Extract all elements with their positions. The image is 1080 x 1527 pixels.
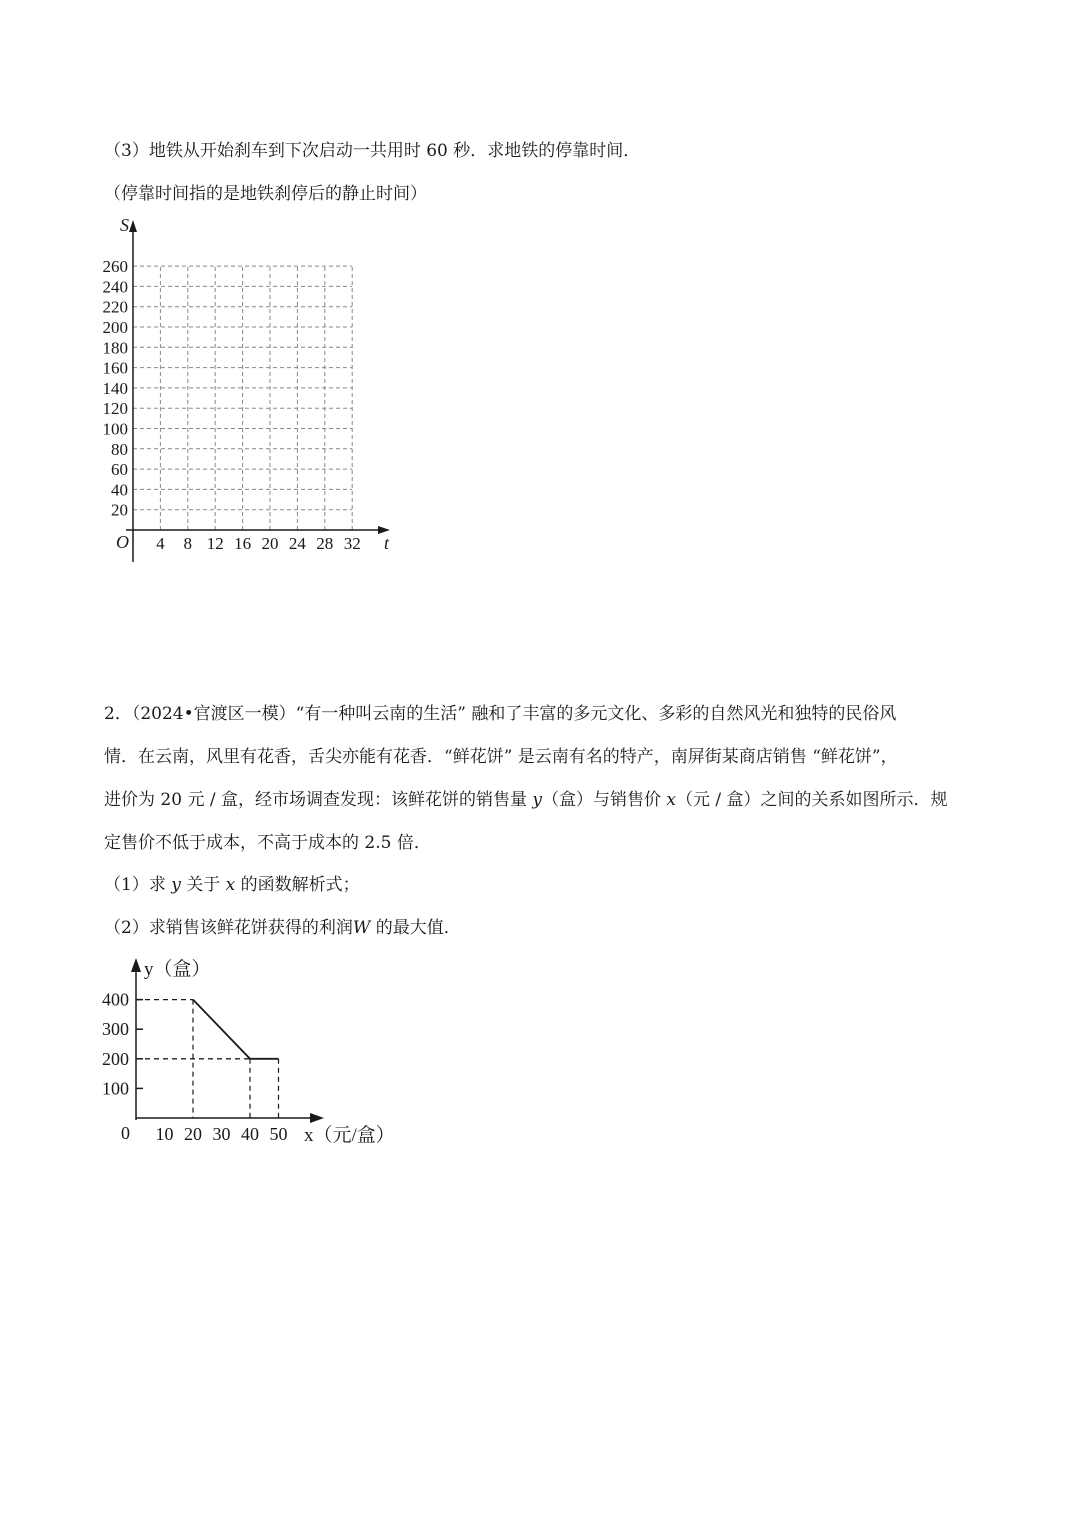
y-tick-label: 220	[102, 297, 128, 317]
y-tick-label: 140	[102, 378, 128, 398]
origin-label: 0	[121, 1123, 130, 1143]
y-tick-label: 200	[102, 1048, 129, 1069]
sales-price-chart	[95, 950, 415, 1160]
x-tick-label: 20	[184, 1124, 202, 1144]
question-part-3: （3）地铁从开始刹车到下次启动一共用时 60 秒．求地铁的停靠时间．	[104, 141, 641, 161]
x-tick-label: 16	[234, 534, 252, 553]
x-tick-label: 4	[156, 534, 165, 553]
y-axis-arrow	[131, 958, 141, 972]
y-tick-label: 400	[102, 989, 129, 1010]
y-tick-label: 300	[102, 1019, 129, 1040]
question-note: （停靠时间指的是地铁刹停后的静止时间）	[104, 184, 427, 204]
y-tick-label: 240	[102, 277, 128, 297]
x-tick-label: 28	[316, 534, 334, 553]
x-axis-label: t	[384, 533, 390, 553]
y-tick-label: 160	[102, 358, 128, 378]
x-tick-label: 40	[241, 1124, 259, 1144]
x-axis-label: x（元/盒）	[304, 1125, 395, 1146]
x-tick-labels	[156, 534, 361, 553]
y-tick-marks	[102, 990, 143, 1099]
s-t-grid-graph	[95, 205, 405, 565]
y-tick-label: 260	[102, 257, 128, 277]
y-axis-label: S	[120, 215, 129, 235]
x-tick-label: 30	[212, 1124, 231, 1144]
question-2-part-2: （2）求销售该鲜花饼获得的利润W 的最大值．	[104, 918, 461, 938]
question-2-line-1: 2．（2024•官渡区一模）“有一种叫云南的生活” 融和了丰富的多元文化、多彩的自然风光和独特的民俗风	[104, 704, 897, 724]
y-tick-labels	[103, 257, 129, 520]
question-2-part-1: （1）求 y 关于 x 的函数解析式；	[104, 875, 360, 895]
question-2-line-3: 进价为 20 元 / 盒，经市场调查发现：该鲜花饼的销售量 y（盒）与销售价 x（元 / 盒）之间的关系如图所示．规	[104, 790, 948, 810]
y-tick-label: 100	[102, 419, 128, 439]
y-axis-label: y（盒）	[144, 959, 211, 980]
y-tick-label: 40	[111, 480, 128, 500]
origin-label: O	[116, 532, 129, 552]
x-tick-label: 10	[155, 1124, 174, 1144]
x-tick-label: 12	[206, 534, 224, 553]
y-tick-label: 200	[102, 318, 128, 337]
y-tick-label: 180	[102, 338, 128, 358]
x-tick-label: 8	[183, 534, 193, 553]
y-tick-label: 120	[102, 399, 128, 419]
y-tick-label: 20	[111, 500, 128, 520]
y-tick-label: 60	[111, 460, 128, 480]
grid-lines	[133, 266, 352, 530]
x-tick-label: 50	[269, 1124, 288, 1144]
y-tick-label: 80	[111, 439, 128, 459]
y-tick-label: 100	[102, 1078, 129, 1099]
x-axis-arrow	[310, 1113, 324, 1123]
x-tick-labels	[156, 1124, 288, 1144]
x-tick-label: 32	[343, 534, 361, 553]
x-tick-label: 24	[288, 534, 306, 553]
y-axis-arrow	[129, 220, 137, 232]
x-tick-label: 20	[261, 534, 279, 553]
question-2-line-4: 定售价不低于成本，不高于成本的 2.5 倍．	[104, 833, 431, 853]
question-2-line-2: 情．在云南，风里有花香，舌尖亦能有花香．“鲜花饼” 是云南有名的特产，南屏街某商店销售 “鲜花饼”，	[104, 747, 898, 767]
series-line	[193, 1000, 279, 1059]
